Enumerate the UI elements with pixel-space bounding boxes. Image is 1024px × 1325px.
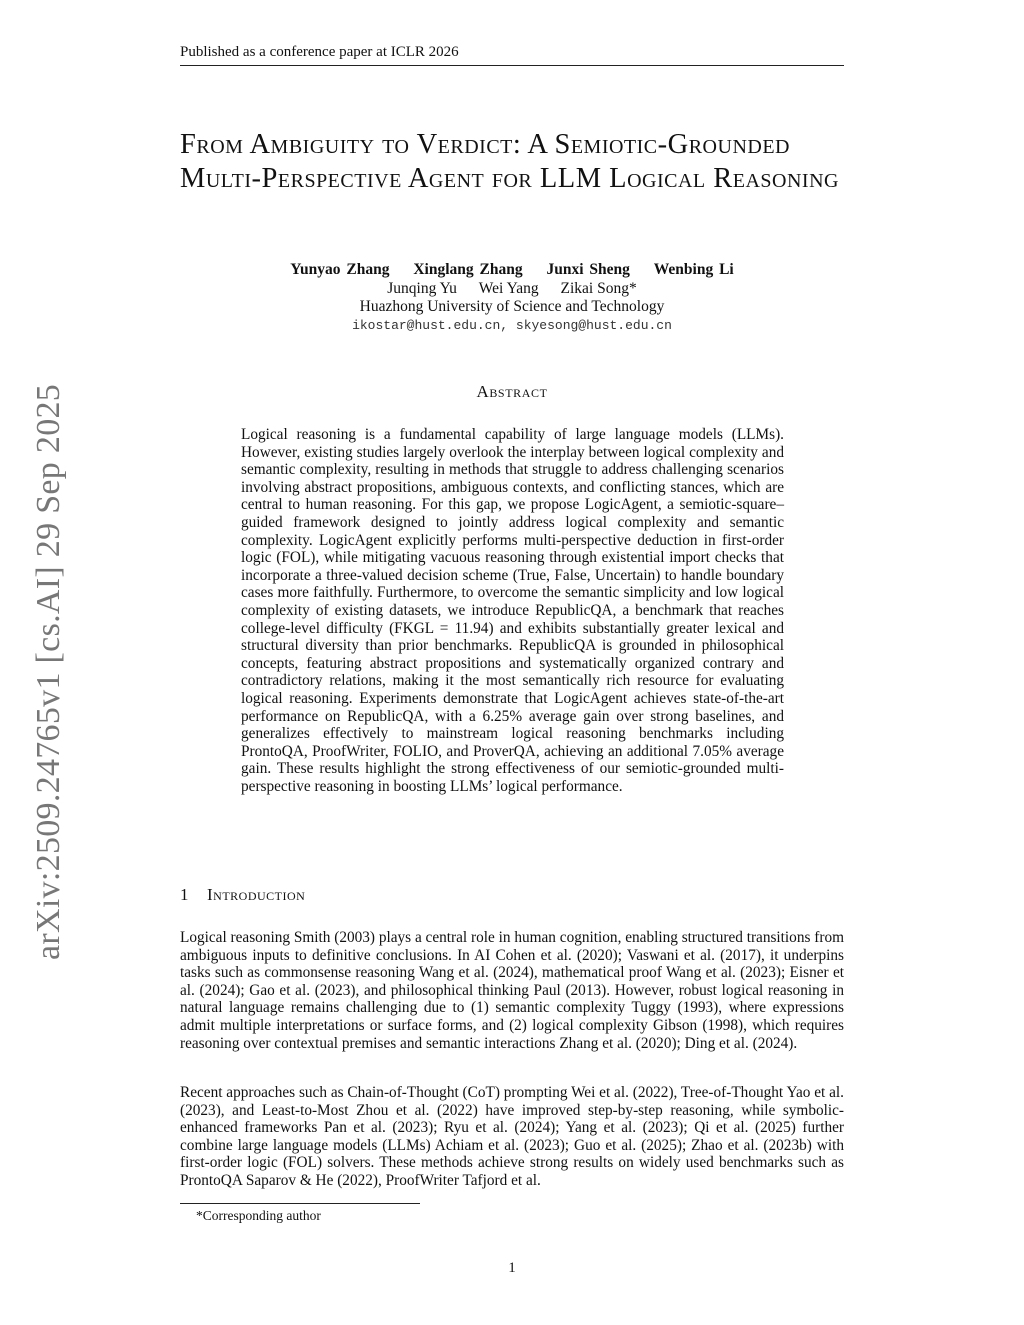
arxiv-stamp[interactable]: arXiv:2509.24765v1 [cs.AI] 29 Sep 2025 xyxy=(30,383,67,960)
author-line-1 xyxy=(180,261,844,280)
abstract-text: Logical reasoning is a fundamental capability of large language models (LLMs). However, existing studies largely overlook the interplay between logical complexity and semantic complexity, resulting in methods that struggle to address challenging scenarios involving abstract propositions, ambiguous contexts, and conflicting stances, which are central to human reasoning. For this gap, we propose LogicAgent, a semiotic-square–guided framework designed to jointly address logical complexity and semantic complexity. LogicAgent explicitly performs multi-perspective deduction in first-order logic (FOL), while mitigating vacuous reasoning through existential import checks that incorporate a three-valued decision scheme (True, False, Uncertain) to handle boundary cases more faithfully. Furthermore, to overcome the semantic simplicity and low logical complexity of existing datasets, we introduce RepublicQA, a benchmark that reaches college-level difficulty (FKGL = 11.94) and exhibits substantially greater lexical and structural diversity than prior benchmarks. RepublicQA is grounded in philosophical concepts, featuring abstract propositions and systematically organized contrary and contradictory relations, making it the most semantically rich resource for evaluating logical reasoning. Experiments demonstrate that LogicAgent achieves state-of-the-art performance on RepublicQA, with a 6.25% average gain over strong baselines, and generalizes effectively to mainstream logical reasoning benchmarks including ProntoQA, ProofWriter, FOLIO, and ProverQA, achieving an additional 7.05% average gain. These results highlight the strong effectiveness of our semiotic-grounded multi-perspective reasoning in boosting LLMs’ logical performance. xyxy=(241,426,784,795)
body-paragraph: Logical reasoning Smith (2003) plays a central role in human cognition, enabling structured transitions from ambiguous inputs to definitive conclusions. In AI Cohen et al. (2020); Vaswani et al. (2017), it underpins tasks such as commonsense reasoning Wang et al. (2024), mathematical proof Wang et al. (2023); Eisner et al. (2024); Gao et al. (2023), and philosophical thinking Paul (2013). However, robust logical reasoning in natural language remains challenging due to (1) semantic complexity Tuggy (1993), where expressions admit multiple interpretations or surface forms, and (2) logical complexity Gibson (1998), which requires reasoning over contextual premises and semantic interactions Zhang et al. (2020); Ding et al. (2024). xyxy=(180,929,844,1052)
footnote: *Corresponding author xyxy=(196,1208,321,1223)
running-header: Published as a conference paper at ICLR 2026 xyxy=(180,44,844,66)
paper-title: From Ambiguity to Verdict: A Semiotic-Grounded Multi-Perspective Agent for LLM Logical Reasoning xyxy=(180,129,839,194)
footnote-rule xyxy=(180,1203,420,1204)
author-name: Zikai Song* xyxy=(560,279,637,297)
section-number: 1 xyxy=(180,885,189,904)
author-name: Xinglang Zhang xyxy=(413,261,523,278)
body-paragraph: Recent approaches such as Chain-of-Thought (CoT) prompting Wei et al. (2022), Tree-of-Thought Yao et al. (2023), and Least-to-Most Zhou et al. (2022) have improved step-by-step reasoning, while symbolic-enhanced frameworks Pan et al. (2023); Ryu et al. (2024); Yang et al. (2023); Qi et al. (2025) further combine large language models (LLMs) Achiam et al. (2023); Guo et al. (2025); Zhao et al. (2023b) with first-order logic (FOL) solvers. These methods achieve strong results on widely used benchmarks such as ProntoQA Saparov & He (2022), ProofWriter Tafjord et al. xyxy=(180,1084,844,1189)
author-name: Wenbing Li xyxy=(653,261,734,278)
author-name: Yunyao Zhang xyxy=(290,261,390,278)
author-name: Junxi Sheng xyxy=(546,261,630,278)
author-emails[interactable]: ikostar@hust.edu.cn, skyesong@hust.edu.cn xyxy=(352,317,672,333)
author-name: Wei Yang xyxy=(478,279,539,297)
author-name: Junqing Yu xyxy=(387,279,457,297)
affiliation: Huazhong University of Science and Technology xyxy=(359,298,665,315)
author-line-2 xyxy=(180,280,844,299)
abstract-heading: Abstract xyxy=(476,382,548,401)
page-number: 1 xyxy=(508,1260,516,1276)
section-title: Introduction xyxy=(207,885,306,904)
author-block xyxy=(180,261,844,335)
section-heading xyxy=(180,885,305,905)
